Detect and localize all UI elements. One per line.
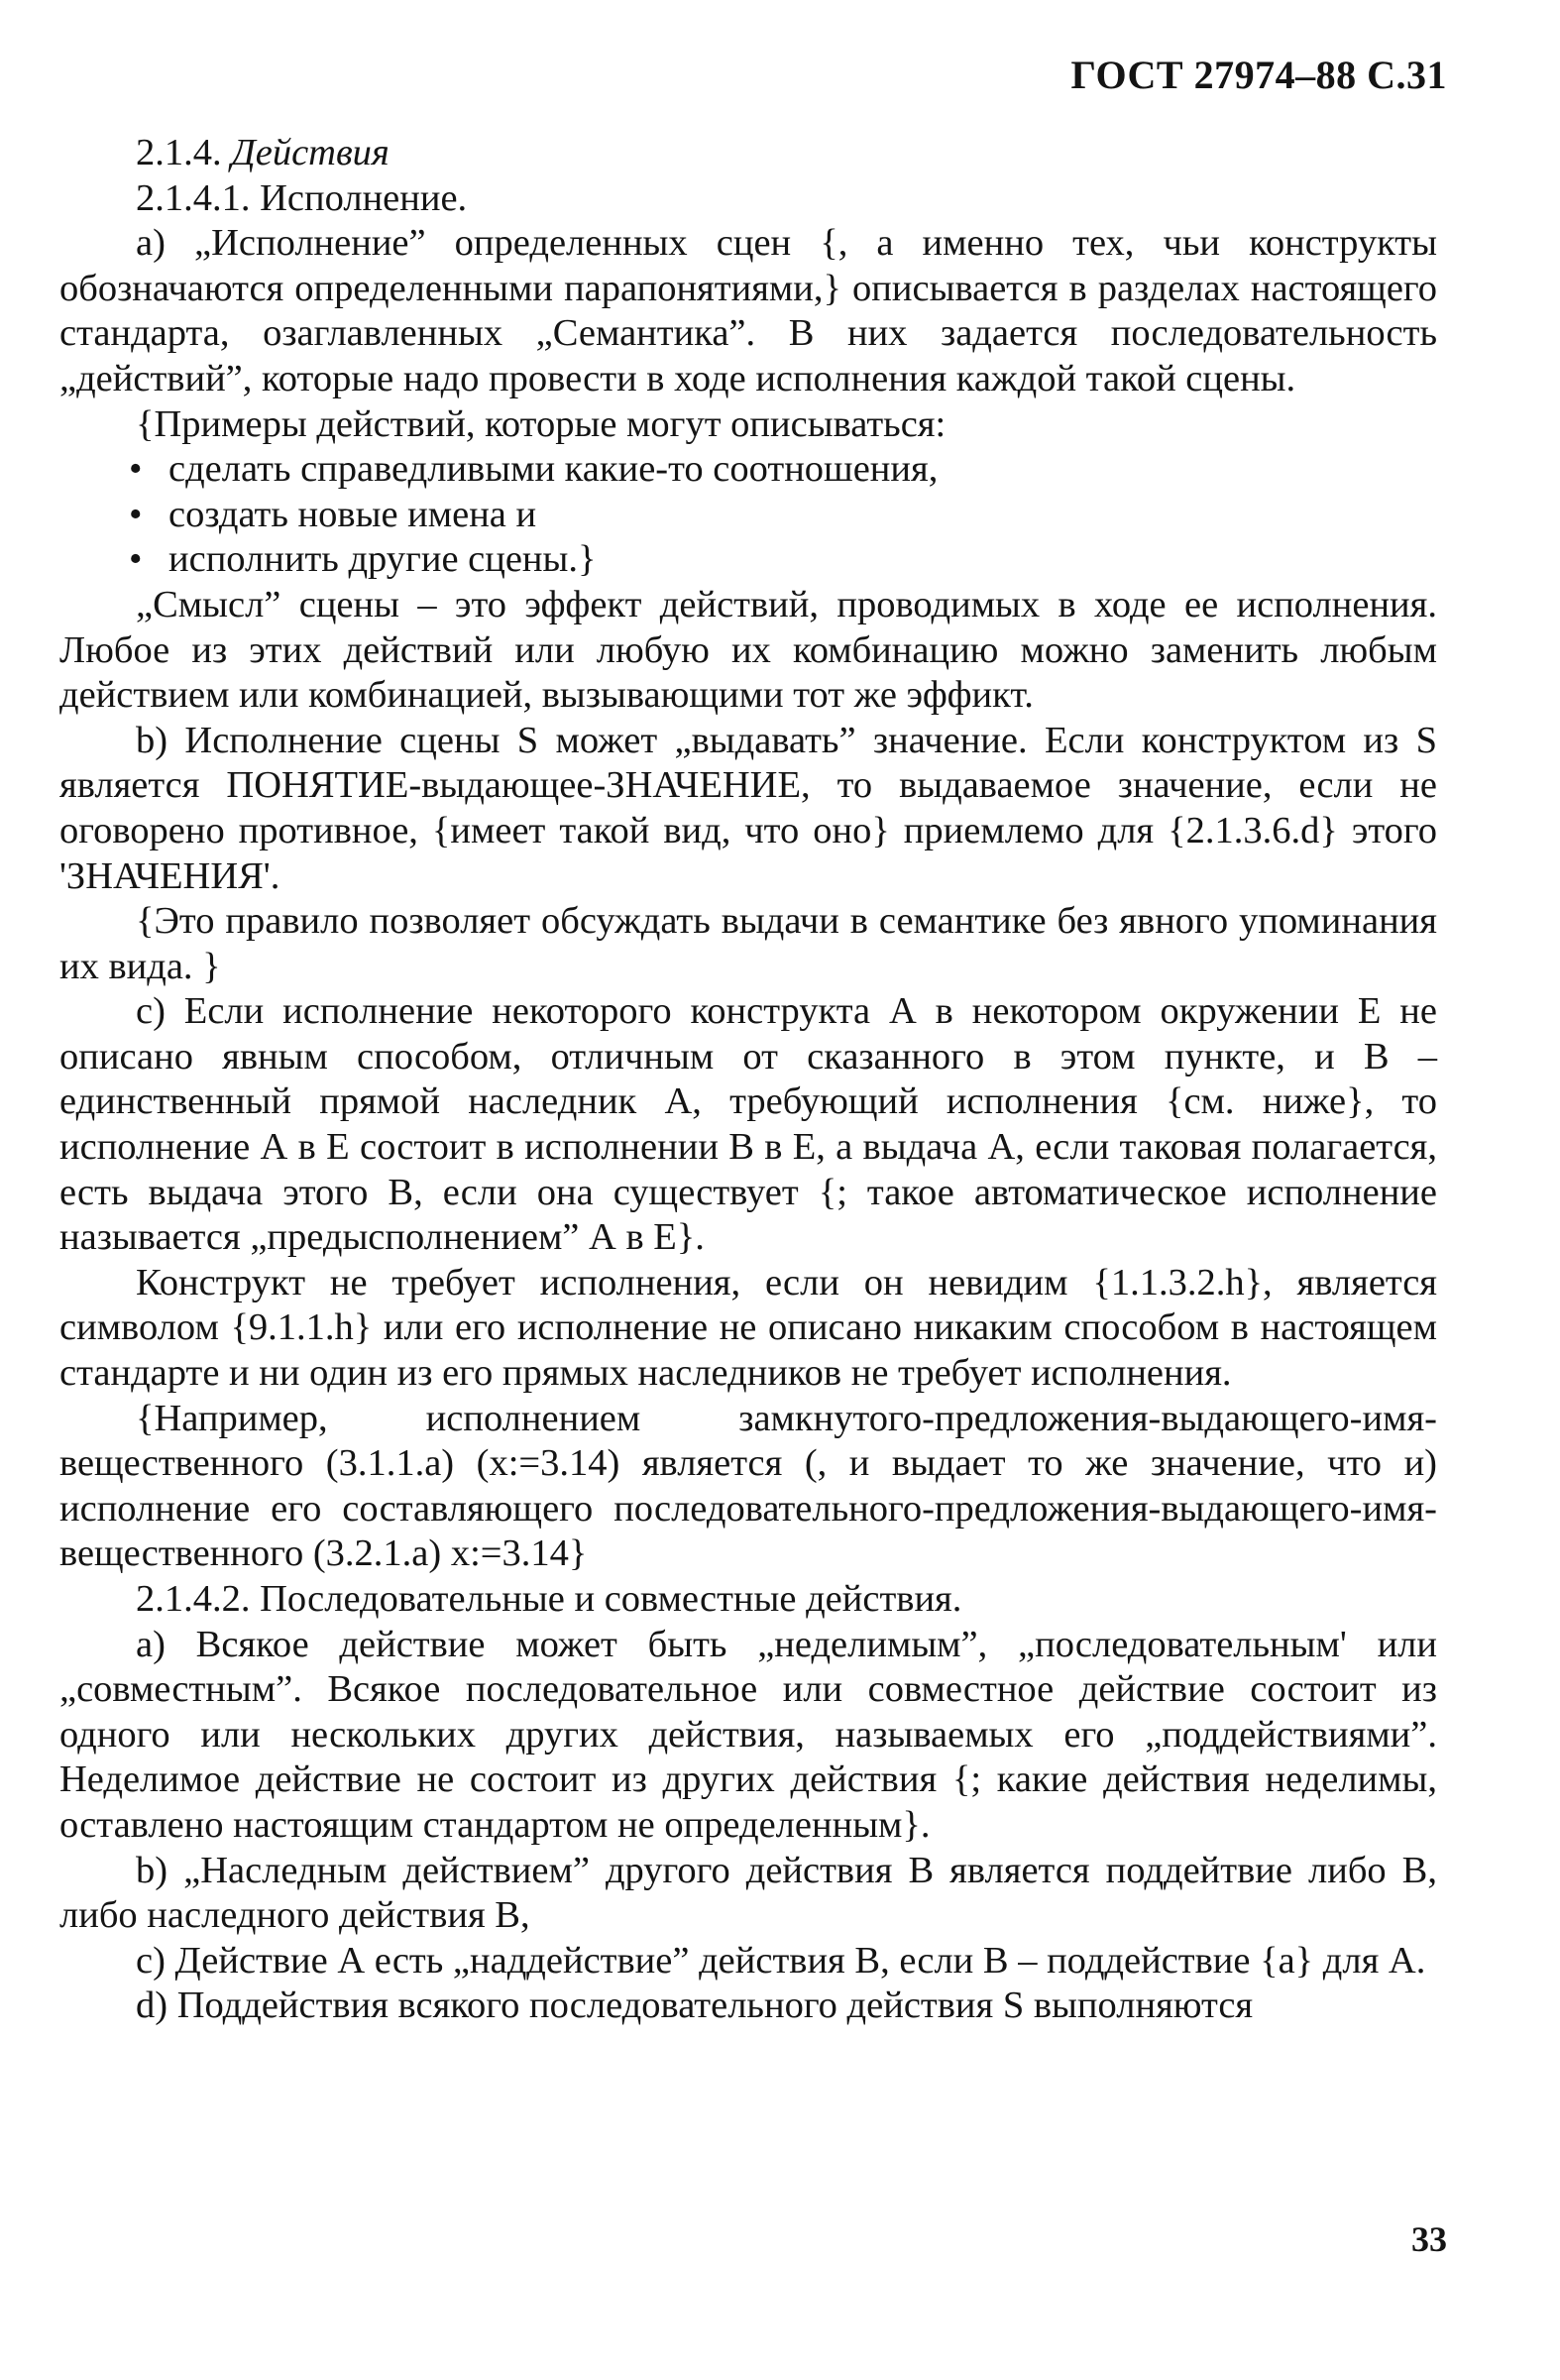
page-content [59,131,1437,2029]
paragraph-rule-note: {Это правило позволяет обсуждать выдачи в семантике без явного упоминания их вида. } [59,900,1437,987]
examples-list [59,447,1437,583]
list-item: • сделать справедливыми какие-то соотношения, [168,447,1437,493]
list-item: • исполнить другие сцены.} [168,537,1437,583]
section-number: 2.1.4. [136,132,222,173]
paragraph-2142-b: b) „Наследным действием” другого действия В является поддейтвие либо В, либо наследного действия В, [59,1849,1437,1937]
subsection-2-1-4-1: 2.1.4.1. Исполнение. [136,176,468,219]
paragraph-2142-d: d) Поддействия всякого последовательного действия S выполняются [136,1984,1254,2027]
paragraph-meaning: „Смысл” сцены – это эффект действий, проводимых в ходе ее исполнения. Любое из этих действий или любую их комбинацию можно заменить любым действием или комбинацией, вызывающими тот же эффикт. [59,583,1437,717]
section-title: Действия [231,132,390,173]
paragraph-construct: Конструкт не требует исполнения, если он невидим {1.1.3.2.h}, является символом {9.1.1.h} или его исполнение не описано никаким способом в настоящем стандарте и ни один из его прямых наследников не требует исполнения. [59,1261,1437,1395]
paragraph-b: b) Исполнение сцены S может „выдавать” значение. Если конструктом из S является ПОНЯТИЕ-выдающее-ЗНАЧЕНИЕ, то выдаваемое значение, если не оговорено противное, {имеет такой вид, что оно} приемлемо для {2.1.3.6.d} этого 'ЗНАЧЕНИЯ'. [59,719,1437,897]
document-page [59,0,1447,2380]
paragraph-2142-c: c) Действие А есть „наддействие” действия В, если В – поддействие {a} для А. [136,1939,1426,1982]
list-item: • создать новые имена и [168,493,1437,538]
page-number: 33 [1411,2219,1447,2259]
page-header: ГОСТ 27974–88 С.31 [1070,53,1447,97]
paragraph-2142-a: a) Всякое действие может быть „неделимым”, „последовательным' или „совместным”. Всякое последовательное или совместное действие состоит из одного или нескольких других действия, называемых его „поддействиями”. Неделимое действие не состоит из других действия {; какие действия неделимы, оставлено настоящим стандартом не определенным}. [59,1623,1437,1846]
subsection-2-1-4-2: 2.1.4.2. Последовательные и совместные действия. [136,1578,962,1620]
section-heading [59,131,1437,176]
examples-intro: {Примеры действий, которые могут описываться: [136,402,947,445]
paragraph-a: a) „Исполнение” определенных сцен {, а именно тех, чьи конструкты обозначаются определенными парапонятиями,} описывается в разделах настоящего стандарта, озаглавленных „Семантика”. В них задается последовательность „действий”, которые надо провести в ходе исполнения каждой такой сцены. [59,222,1437,399]
paragraph-c: c) Если исполнение некоторого конструкта А в некотором окружении Е не описано явным способом, отличным от сказанного в этом пункте, и В – единственный прямой наследник А, требующий исполнения {см. ниже}, то исполнение А в Е состоит в исполнении В в Е, а выдача А, если таковая полагается, есть выдача этого В, если она существует {; такое автоматическое исполнение называется „предысполнением” А в Е}. [59,990,1437,1259]
paragraph-example: {Например, исполнением замкнутого-предложения-выдающего-имя-вещественного (3.1.1.a) (x:=3.14) является (, и выдает то же значение, что и) исполнение его составляющего последовательного-предложения-выдающего-имя-вещественного (3.2.1.a) x:=3.14} [59,1397,1437,1575]
